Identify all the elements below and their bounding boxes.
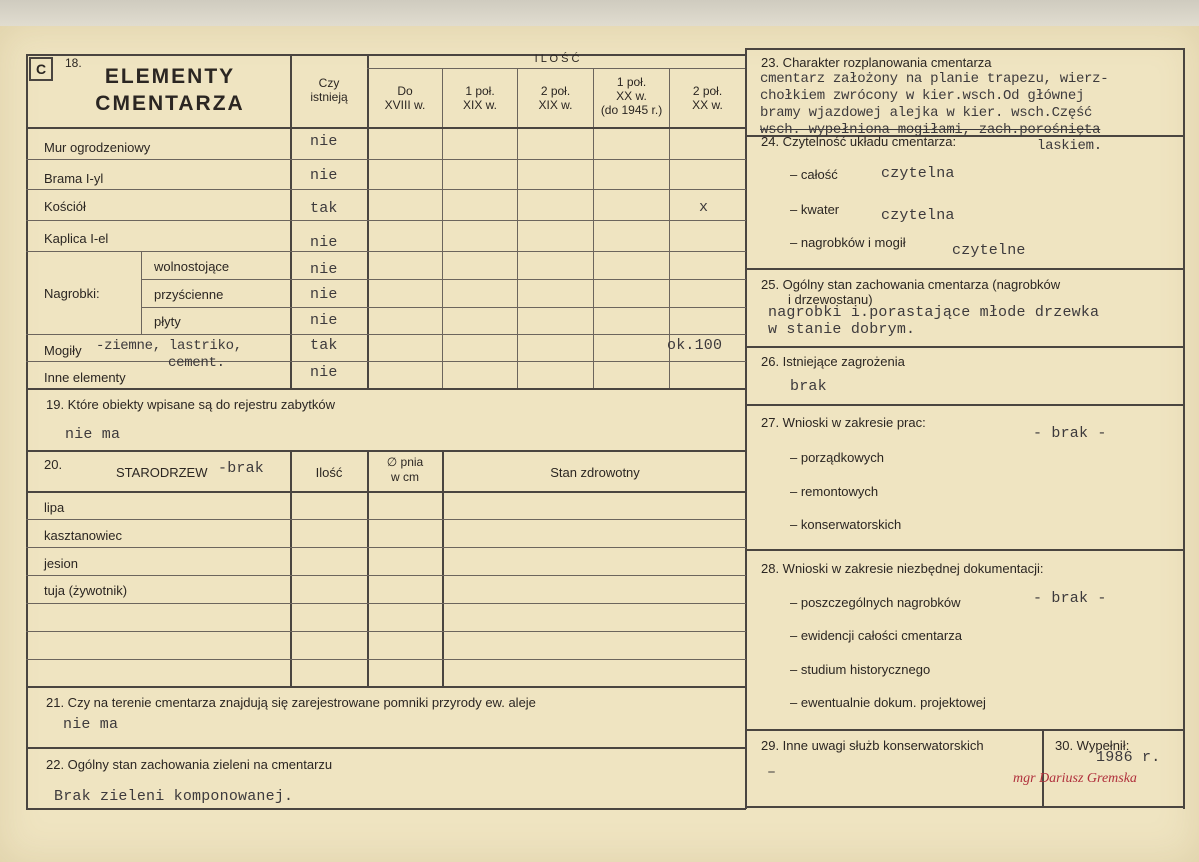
section-24-item-label: – całość xyxy=(790,167,838,182)
section-24-item-label: – nagrobków i mogił xyxy=(790,235,906,250)
section-25-value-line1: nagrobki i.porastające młode drzewka xyxy=(768,304,1100,321)
section-25-label-line2: i drzewostanu) xyxy=(788,292,873,307)
row-exists-value: nie xyxy=(310,133,338,150)
section-18-title-line1: ELEMENTY xyxy=(104,65,236,88)
section-29-value: – xyxy=(767,764,777,781)
section-28-label: 28. Wnioski w zakresie niezbędnej dokumentacji: xyxy=(761,561,1044,576)
section-27-value: - brak - xyxy=(1033,425,1107,442)
section-23-line: bramy wjazdowej alejka w kier. wsch.Część xyxy=(760,105,1093,121)
col-period-header: 2 poł. XX w. xyxy=(692,84,723,112)
inne-label: Inne elementy xyxy=(44,370,126,385)
inne-exists-value: nie xyxy=(310,364,338,381)
section-22-label: 22. Ogólny stan zachowania zieleni na cmentarzu xyxy=(46,757,333,772)
section-24-item-label: – kwater xyxy=(790,202,840,217)
nagrobki-subrow-label: wolnostojące xyxy=(154,259,230,274)
col-period-header: Do XVIII w. xyxy=(384,84,426,112)
row-label: Kościół xyxy=(44,199,86,214)
col-period-header: 1 poł. XIX w. xyxy=(462,84,497,112)
section-24-item-value: czytelna xyxy=(881,207,955,224)
section-22-value: Brak zieleni komponowanej. xyxy=(54,788,294,805)
section-28-item: – ewentualnie dokum. projektowej xyxy=(790,695,986,710)
section-27-item: – konserwatorskich xyxy=(790,517,902,532)
section-28-value: - brak - xyxy=(1033,590,1107,607)
section-21-value: nie ma xyxy=(63,716,119,733)
col-period-header: 2 poł. XIX w. xyxy=(538,84,573,112)
mogily-exists-value: tak xyxy=(310,337,338,354)
row-label: Brama I-yl xyxy=(44,171,104,186)
section-19-label: 19. Które obiekty wpisane są do rejestru zabytków xyxy=(46,397,336,412)
nagrobki-exists-value: nie xyxy=(310,312,338,329)
row-label: Kaplica I-el xyxy=(44,231,109,246)
section-29-label: 29. Inne uwagi służb konserwatorskich xyxy=(761,738,984,753)
tree-row-label: tuja (żywotnik) xyxy=(44,583,128,598)
section-21-label: 21. Czy na terenie cmentarza znajdują się zarejestrowane pomniki przyrody ew. aleje xyxy=(46,695,536,710)
mogily-type-line2: cement. xyxy=(168,355,225,371)
signature-name: Dariusz Gremska xyxy=(1039,771,1137,786)
tree-row-label: jesion xyxy=(44,556,78,571)
signature-stamp xyxy=(1013,771,1137,787)
form-card xyxy=(0,26,1199,862)
nagrobki-exists-value: nie xyxy=(310,261,338,278)
section-25-value-line2: w stanie dobrym. xyxy=(768,321,916,338)
section-24-label: 24. Czytelność układu cmentarza: xyxy=(761,134,957,149)
section-24-item-value: czytelne xyxy=(952,242,1026,259)
signature-prefix: mgr xyxy=(1013,771,1036,786)
section-23-line: laskiem. xyxy=(1037,138,1102,154)
section-23-line: chołkiem zwrócony w kier.wsch.Od głównej xyxy=(760,88,1085,104)
col-exists-header: Czy istnieją xyxy=(310,76,348,104)
section-30-label: 30. Wypełnił: xyxy=(1055,738,1130,753)
section-25-label-line1: 25. Ogólny stan zachowania cmentarza (nagrobków xyxy=(761,277,1061,292)
nagrobki-exists-value: nie xyxy=(310,286,338,303)
section-28-item: – studium historycznego xyxy=(790,662,931,677)
section-20-number: 20. xyxy=(44,457,63,472)
tree-row-label: kasztanowiec xyxy=(44,528,123,543)
mogily-label: Mogiły xyxy=(44,343,82,358)
section-27-label: 27. Wnioski w zakresie prac: xyxy=(761,415,926,430)
nagrobki-label: Nagrobki: xyxy=(44,286,100,301)
section-28-item: – poszczególnych nagrobków xyxy=(790,595,961,610)
section-20-title: STARODRZEW xyxy=(116,465,208,480)
section-27-item: – porządkowych xyxy=(790,450,884,465)
section-24-item-value: czytelna xyxy=(881,165,955,182)
col-period-header: 1 poł. XX w. (do 1945 r.) xyxy=(600,75,663,117)
section-20-title-note: -brak xyxy=(218,460,265,477)
row-period-mark: x xyxy=(699,199,709,216)
row-label: Mur ogrodzeniowy xyxy=(44,140,151,155)
section-28-item: – ewidencji całości cmentarza xyxy=(790,628,962,643)
mogily-type-line1: -ziemne, lastriko, xyxy=(96,338,242,354)
section-19-value: nie ma xyxy=(65,426,121,443)
section-23-line: cmentarz założony na planie trapezu, wierz- xyxy=(760,71,1109,87)
card-letter: C xyxy=(35,61,47,77)
section-23-label: 23. Charakter rozplanowania cmentarza xyxy=(761,55,992,70)
row-exists-value: nie xyxy=(310,234,338,251)
nagrobki-subrow-label: płyty xyxy=(154,314,181,329)
section-18-number: 18. xyxy=(65,56,82,70)
col-count-header: Ilość xyxy=(315,465,343,480)
section-18-title-line2: CMENTARZA xyxy=(95,92,245,115)
col-health-header: Stan zdrowotny xyxy=(550,465,640,480)
section-30-year: 1986 r. xyxy=(1096,749,1161,766)
section-27-item: – remontowych xyxy=(790,484,879,499)
row-exists-value: nie xyxy=(310,167,338,184)
col-quantity-header: I L O Ś Ć xyxy=(534,53,580,65)
section-23-line: wsch. wypełniona mogiłami, zach.porośnięta xyxy=(760,122,1101,138)
mogily-count-value: ok.100 xyxy=(667,337,723,354)
section-26-value: brak xyxy=(790,378,827,395)
row-exists-value: tak xyxy=(310,200,338,217)
tree-row-label: lipa xyxy=(44,500,65,515)
section-26-label: 26. Istniejące zagrożenia xyxy=(761,354,905,369)
card-letter-box xyxy=(29,57,53,81)
nagrobki-subrow-label: przyścienne xyxy=(154,287,224,302)
col-diameter-header: ∅ pnia w cm xyxy=(386,455,424,484)
